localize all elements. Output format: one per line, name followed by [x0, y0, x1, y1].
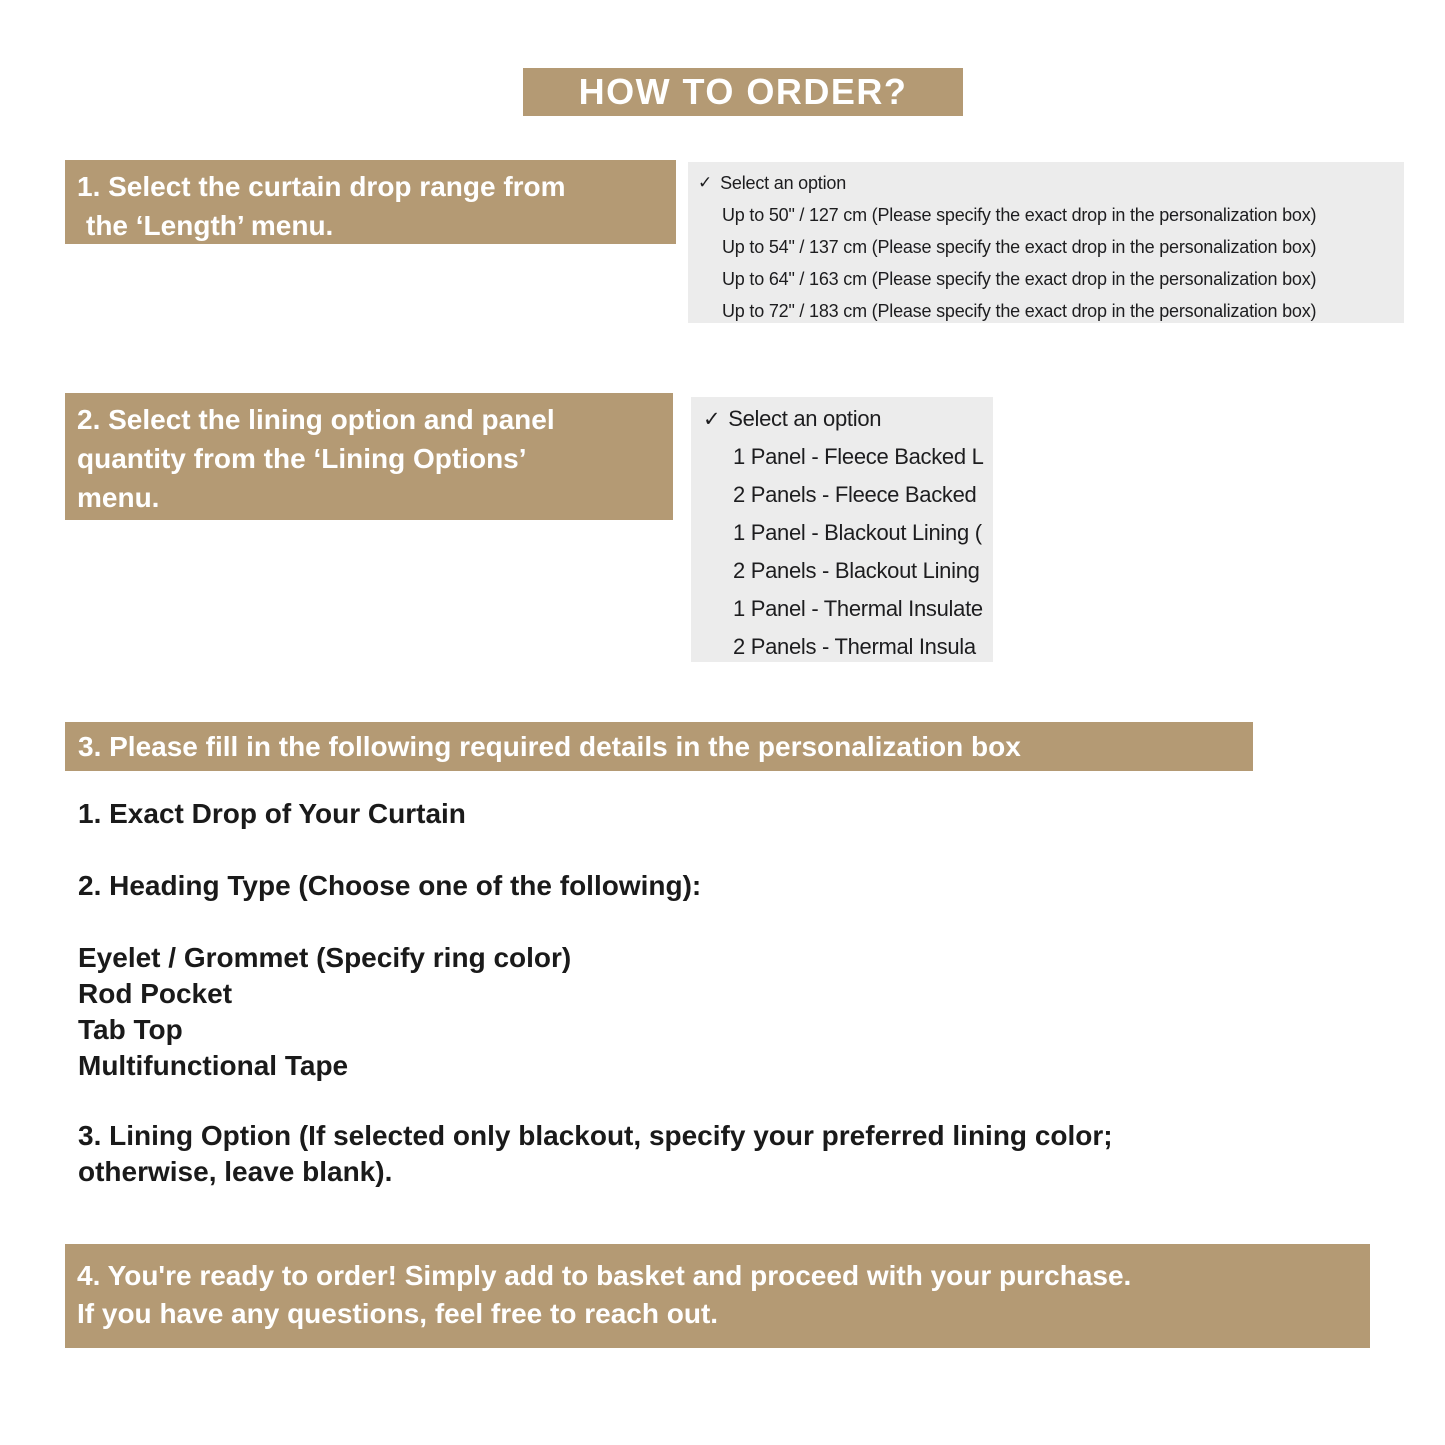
- length-selected-label: Select an option: [720, 172, 847, 193]
- length-dropdown-menu: [688, 162, 1404, 323]
- step1-instruction: [65, 160, 676, 244]
- heading-type-list: [78, 940, 571, 1084]
- checkmark-icon: ✓: [698, 173, 713, 192]
- length-option-72in[interactable]: Up to 72" / 183 cm (Please specify the exact drop in the personalization box): [722, 300, 1317, 321]
- step2-instruction: [65, 393, 673, 520]
- length-option-54in[interactable]: Up to 54" / 137 cm (Please specify the exact drop in the personalization box): [722, 236, 1317, 257]
- checkmark-icon: ✓: [703, 407, 721, 431]
- personalization-item-lining-option: [78, 1118, 1338, 1190]
- step4-line1: 4. You're ready to order! Simply add to basket and proceed with your purchase.: [77, 1260, 1132, 1291]
- lining-dropdown-menu: [691, 397, 993, 662]
- personalization-item-heading-type: 2. Heading Type (Choose one of the following):: [78, 870, 702, 901]
- lining-option-2panels-fleece[interactable]: 2 Panels - Fleece Backed: [733, 482, 977, 507]
- heading-type-eyelet: Eyelet / Grommet (Specify ring color): [78, 942, 572, 973]
- lining-option-note-line1: 3. Lining Option (If selected only blackout, specify your preferred lining color;: [78, 1120, 1113, 1151]
- lining-option-1panel-thermal[interactable]: 1 Panel - Thermal Insulate: [733, 596, 983, 621]
- lining-option-2panels-thermal[interactable]: 2 Panels - Thermal Insula: [733, 634, 976, 659]
- lining-option-2panels-blackout[interactable]: 2 Panels - Blackout Lining: [733, 558, 980, 583]
- length-option-50in[interactable]: Up to 50" / 127 cm (Please specify the exact drop in the personalization box): [722, 204, 1317, 225]
- heading-type-multifunctional-tape: Multifunctional Tape: [78, 1050, 349, 1081]
- step2-line1: 2. Select the lining option and panel: [77, 404, 555, 435]
- length-option-64in[interactable]: Up to 64" / 163 cm (Please specify the exact drop in the personalization box): [722, 268, 1317, 289]
- heading-type-tab-top: Tab Top: [78, 1014, 183, 1045]
- lining-option-1panel-blackout[interactable]: 1 Panel - Blackout Lining (: [733, 520, 982, 545]
- step1-line1: 1. Select the curtain drop range from: [77, 171, 566, 202]
- heading-type-rod-pocket: Rod Pocket: [78, 978, 233, 1009]
- step3-instruction: 3. Please fill in the following required details in the personalization box: [65, 722, 1253, 771]
- step4-line2: If you have any questions, feel free to reach out.: [77, 1298, 719, 1329]
- personalization-item-exact-drop: 1. Exact Drop of Your Curtain: [78, 798, 466, 829]
- length-option-selected[interactable]: [688, 167, 1404, 199]
- step2-line2: quantity from the ‘Lining Options’: [77, 443, 527, 474]
- page-title: HOW TO ORDER?: [523, 68, 963, 116]
- lining-option-note-line2: otherwise, leave blank).: [78, 1156, 393, 1187]
- lining-option-1panel-fleece[interactable]: 1 Panel - Fleece Backed L: [733, 444, 984, 469]
- step2-line3: menu.: [77, 482, 160, 513]
- step1-line2: the ‘Length’ menu.: [86, 210, 334, 241]
- lining-selected-label: Select an option: [728, 406, 882, 431]
- lining-option-selected[interactable]: [691, 400, 993, 438]
- step4-instruction: [65, 1244, 1370, 1348]
